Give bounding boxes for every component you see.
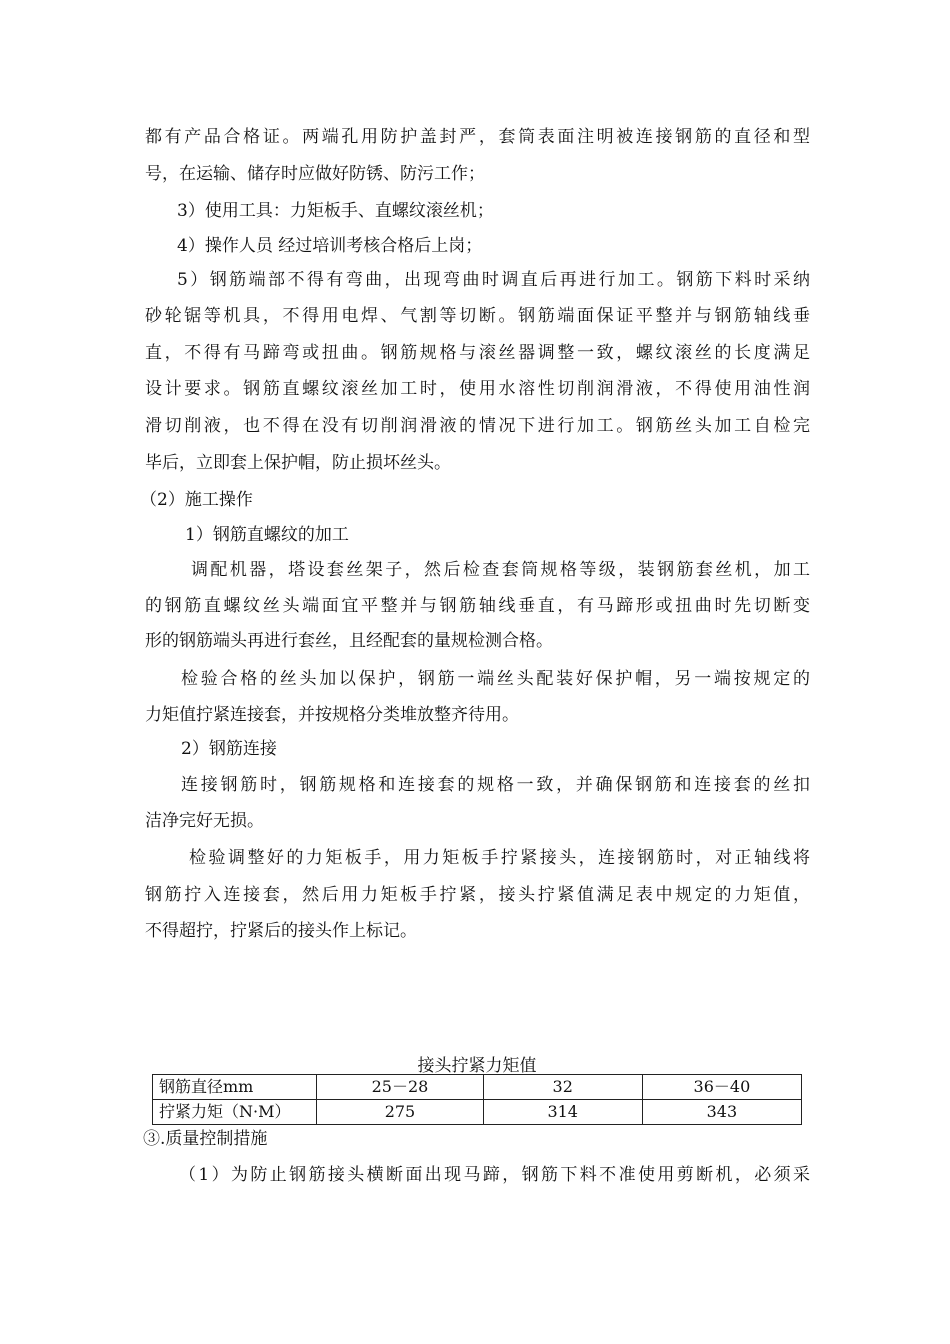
text-line: 设计要求。钢筋直螺纹滚丝加工时，使用水溶性切削润滑液，不得使用油性润 bbox=[145, 379, 810, 399]
text-line: 调配机器，塔设套丝架子，然后检查套筒规格等级，装钢筋套丝机，加工 bbox=[191, 560, 810, 580]
table-cell: 32 bbox=[483, 1075, 642, 1100]
text-line: 检验调整好的力矩板手，用力矩板手拧紧接头，连接钢筋时，对正轴线将 bbox=[189, 848, 810, 868]
table-cell: 25－28 bbox=[317, 1075, 483, 1100]
text-line: 力矩值拧紧连接套，并按规格分类堆放整齐待用。 bbox=[145, 705, 519, 725]
table-cell: 314 bbox=[483, 1100, 642, 1125]
subsection-heading: 2）钢筋连接 bbox=[181, 739, 277, 759]
subsection-heading: 1）钢筋直螺纹的加工 bbox=[185, 525, 349, 545]
text-line: 号，在运输、储存时应做好防锈、防污工作； bbox=[145, 164, 485, 184]
text-line: 毕后，立即套上保护帽，防止损坏丝头。 bbox=[145, 453, 451, 473]
table-cell: 36－40 bbox=[642, 1075, 801, 1100]
table-title: 接头拧紧力矩值 bbox=[417, 1056, 537, 1076]
table-row bbox=[153, 1100, 802, 1125]
text-line: 4）操作人员 经过培训考核合格后上岗； bbox=[177, 236, 483, 256]
text-line: 5）钢筋端部不得有弯曲，出现弯曲时调直后再进行加工。钢筋下料时采纳 bbox=[177, 270, 810, 290]
section-heading: （2）施工操作 bbox=[140, 490, 253, 510]
text-line: （1）为防止钢筋接头横断面出现马蹄，钢筋下料不准使用剪断机，必须采 bbox=[179, 1165, 810, 1185]
text-line: 洁净完好无损。 bbox=[145, 811, 264, 831]
text-line: 连接钢筋时，钢筋规格和连接套的规格一致，并确保钢筋和连接套的丝扣 bbox=[181, 775, 810, 795]
text-line: 都有产品合格证。两端孔用防护盖封严，套筒表面注明被连接钢筋的直径和型 bbox=[145, 127, 810, 147]
text-line: 3）使用工具：力矩板手、直螺纹滚丝机； bbox=[177, 201, 494, 221]
torque-table bbox=[152, 1074, 802, 1125]
text-line: 形的钢筋端头再进行套丝，且经配套的量规检测合格。 bbox=[145, 631, 553, 651]
table-row-header: 钢筋直径mm bbox=[153, 1075, 317, 1100]
text-line: 的钢筋直螺纹丝头端面宜平整并与钢筋轴线垂直，有马蹄形或扭曲时先切断变 bbox=[145, 596, 810, 616]
table-cell: 275 bbox=[317, 1100, 483, 1125]
text-line: 滑切削液，也不得在没有切削润滑液的情况下进行加工。钢筋丝头加工自检完 bbox=[145, 416, 810, 436]
text-line: 钢筋拧入连接套，然后用力矩板手拧紧，接头拧紧值满足表中规定的力矩值， bbox=[145, 885, 810, 905]
text-line: 不得超拧，拧紧后的接头作上标记。 bbox=[145, 921, 417, 941]
table-row-header: 拧紧力矩（N·M） bbox=[153, 1100, 317, 1125]
section-heading: ③.质量控制措施 bbox=[143, 1129, 268, 1149]
text-line: 砂轮锯等机具，不得用电焊、气割等切断。钢筋端面保证平整并与钢筋轴线垂 bbox=[145, 306, 810, 326]
text-line: 检验合格的丝头加以保护，钢筋一端丝头配装好保护帽，另一端按规定的 bbox=[181, 669, 810, 689]
text-line: 直，不得有马蹄弯或扭曲。钢筋规格与滚丝器调整一致，螺纹滚丝的长度满足 bbox=[145, 343, 810, 363]
table-cell: 343 bbox=[642, 1100, 801, 1125]
table-row bbox=[153, 1075, 802, 1100]
